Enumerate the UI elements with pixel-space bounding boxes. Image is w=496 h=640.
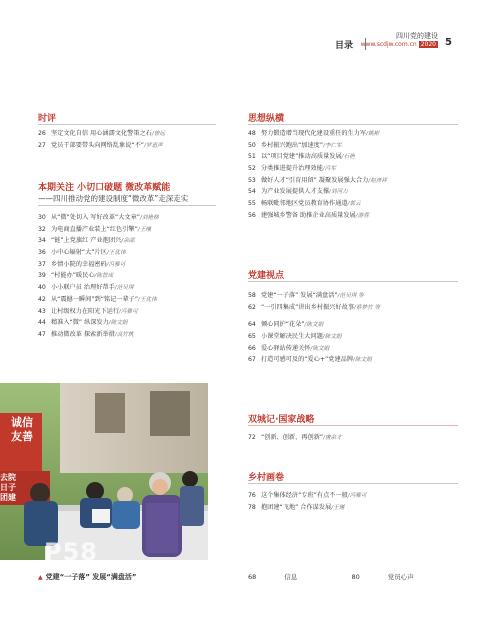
toc-entry[interactable]: 48 努力锻造增当现代化建设重任的生力军/姚彬 [248,130,380,137]
toc-entry[interactable]: 44 精准入“微” 纵深发力/陈文娟 [38,319,128,327]
toc-entry[interactable]: 56 建强城乡警备 助推企业高质量发展/游蓉 [248,211,369,219]
toc-entry[interactable]: 67 打造可感可及的“爱心+”党建品牌/陈文娟 [248,356,372,364]
toc-entry[interactable]: 26 坚定文化自信 用心涵濡文化警策之石/曾远 [38,130,166,137]
toc-entry[interactable]: 76 这个集体经济“专班”有点不一般/冯雅可 [248,492,367,499]
section-heading-shuangcheng: 双城记·国家战略 [248,415,315,425]
toc-entry[interactable]: 52 分类推进提升治理效能/冯军 [248,165,336,173]
section-rule [38,124,216,125]
section-rule [248,281,458,282]
toc-entry[interactable]: 32 为电商直播产业装上“红色引擎”/王瑾 [38,225,151,233]
toc-entry[interactable]: 54 为产业发展提供人才支撑/刘河力 [248,188,348,196]
toc-entry[interactable]: 43 让村级权力在阳光下运行/冯雅可 [38,307,138,315]
toc-title: 目录 [335,41,354,51]
section-heading-shiping: 时评 [38,114,57,124]
cover-photo[interactable] [0,383,208,560]
toc-entry[interactable]: 65 小课堂解决民生大问题/陈文娟 [248,333,342,341]
page-number: 5 [445,37,452,48]
section-rule [248,124,458,125]
section-heading-focus: 本期关注 小切口破题 微改革赋能 [38,183,171,193]
caption-triangle-icon: ▲ [38,574,43,581]
banner-sign-left: 诚信 友善 [11,416,33,443]
banner-sign-right: 去院 日子 团建 [0,473,16,502]
section-subheading: ——四川推动党的建设制度“微改革”走深走实 [38,194,189,203]
section-heading-dangjian: 党建视点 [248,271,285,281]
photo-caption: ▲ 党建“一子落” 发展“满盘活” [38,573,137,581]
magazine-name: 四川党的建设 [396,32,438,40]
toc-entry[interactable]: 58 党建“一子落” 发展“满盘活”/范吴琪 等 [248,292,364,299]
toc-entry[interactable]: 55 畅联毗邻地区党员教育协作通道/郭云 [248,200,361,208]
toc-entry[interactable]: 50 乡村振兴跑出“加速度”/李仁军 [248,141,342,149]
toc-entry[interactable]: 72 “创新、创新、再创新”/唐余才 [248,434,342,441]
toc-entry[interactable]: 62 “一引四集成”讲出乡村振兴好故事/蔡梦竹 等 [248,303,381,311]
toc-entry[interactable]: 30 从“微”处切入 写好改革“大文章”/刘艳格 [38,214,159,221]
shuangcheng-list [248,432,342,444]
section-rule [248,483,458,484]
toc-entry[interactable]: 42 从“震撼一瞬间”到“铭记一辈子”/王优伟 [38,295,157,303]
toc-entry[interactable]: 39 “村能办”暖民心/陈智成 [38,272,114,280]
section-heading-xiangcun: 乡村画卷 [248,473,285,483]
website-url[interactable]: www.scdjw.com.cn [360,41,417,48]
toc-entry[interactable]: 34 “链”上党旗红 产业抱团兴/余邵 [38,237,135,245]
toc-entry[interactable]: 66 爱心驿站传递关怀/陈文娟 [248,344,330,352]
dangjian-list [248,290,380,366]
toc-entry[interactable]: 37 乡情小院的幸福密码/冯雅可 [38,260,126,268]
website-line [361,41,438,48]
toc-entry[interactable]: 64 倾心同护“花朵”/陈文娟 [248,321,324,329]
photo-illustration [0,383,208,560]
photo-page-ref: P58 [44,538,98,560]
shiping-list [38,128,165,151]
sixiang-list [248,128,387,222]
section-rule [38,205,216,206]
toc-entry[interactable]: 53 做好人才“引育用留” 凝聚发展强大合力/赵彦祥 [248,176,388,184]
toc-entry[interactable]: 36 小中心辐射“大”片区/王优伟 [38,249,126,257]
section-heading-sixiang: 思想纵横 [248,114,285,124]
focus-list [38,212,159,341]
toc-entry[interactable]: 78 抱团建“飞地” 合作谋发展/王瑾 [248,503,345,511]
toc-entry[interactable]: 47 推动微改革 探索新举措/高竹筑 [38,330,134,338]
issue-badge: 2020 [420,41,436,48]
footer-entries [248,572,466,581]
toc-entry[interactable]: 51 以“项目党建”推动高质量发展/石艳 [248,153,355,161]
toc-entry[interactable]: 80 党员心声 [351,573,414,581]
toc-entry[interactable]: 68 信息 [248,573,298,581]
xiangcun-list [248,490,367,513]
section-rule [248,425,458,426]
toc-entry[interactable]: 27 党员干部要带头向网络乱象说“不”/罗惠声 [38,141,163,149]
toc-entry[interactable]: 40 小小联户员 治理好帮手/范吴琪 [38,284,134,292]
